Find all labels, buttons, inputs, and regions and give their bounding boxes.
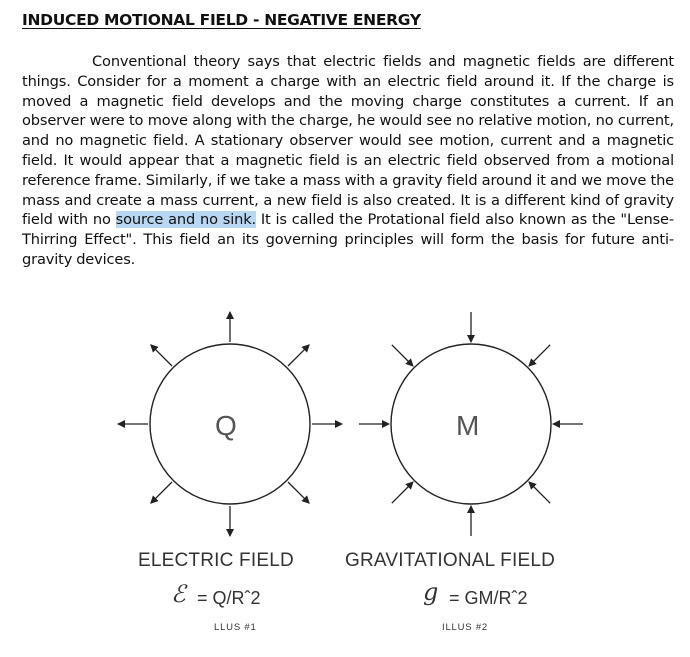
mass-label-m: M (456, 410, 480, 441)
inward-arrow (529, 345, 550, 366)
illus-2-label: ILLUS #2 (442, 622, 489, 633)
electric-field-symbol: ℰ (171, 580, 186, 608)
paragraph-text-end: It is called the Protational field also known as the "Lense-Thirring Effect". This field an its governing principles will form the basis for future anti-gravity devices. (22, 211, 674, 268)
inward-arrow (529, 482, 550, 503)
gravity-symbol: g (423, 578, 439, 606)
gravitational-field-equation: = GM/Rˆ2 (449, 588, 528, 608)
paragraph-text: Conventional theory says that electric fields and magnetic fields are different things. Consider for a moment a charge with an electric field around it. If the charge is moved a magnetic field develops and the moving charge constitutes a current. If an observer were to move along with the charge, he would see no relative motion, no current, and no magnetic field. A stationary observer would see motion, current and a magnetic field. It would appear that a magnetic field is an electric field observed from a motional reference frame. Similarly, if we take a mass with a gravity field around it and we move the mass and create a mass current, a new field is also created. It is a different kind of gravity field with no (22, 53, 674, 229)
outward-arrow (288, 482, 309, 503)
gravitational-field-caption: GRAVITATIONAL FIELD (345, 550, 556, 571)
outward-arrow (288, 345, 309, 366)
electric-field-equation: = Q/Rˆ2 (197, 588, 261, 608)
outward-arrow (151, 345, 172, 366)
electric-field-caption: ELECTRIC FIELD (138, 550, 294, 571)
page-title: INDUCED MOTIONAL FIELD - NEGATIVE ENERGY (22, 11, 421, 29)
charge-label-q: Q (215, 410, 237, 441)
outward-arrow (151, 482, 172, 503)
inward-arrow (392, 482, 413, 503)
highlighted-text-selection[interactable]: source and no sink. (115, 211, 257, 229)
illus-1-label: LLUS #1 (214, 622, 257, 633)
inward-arrow (392, 345, 413, 366)
